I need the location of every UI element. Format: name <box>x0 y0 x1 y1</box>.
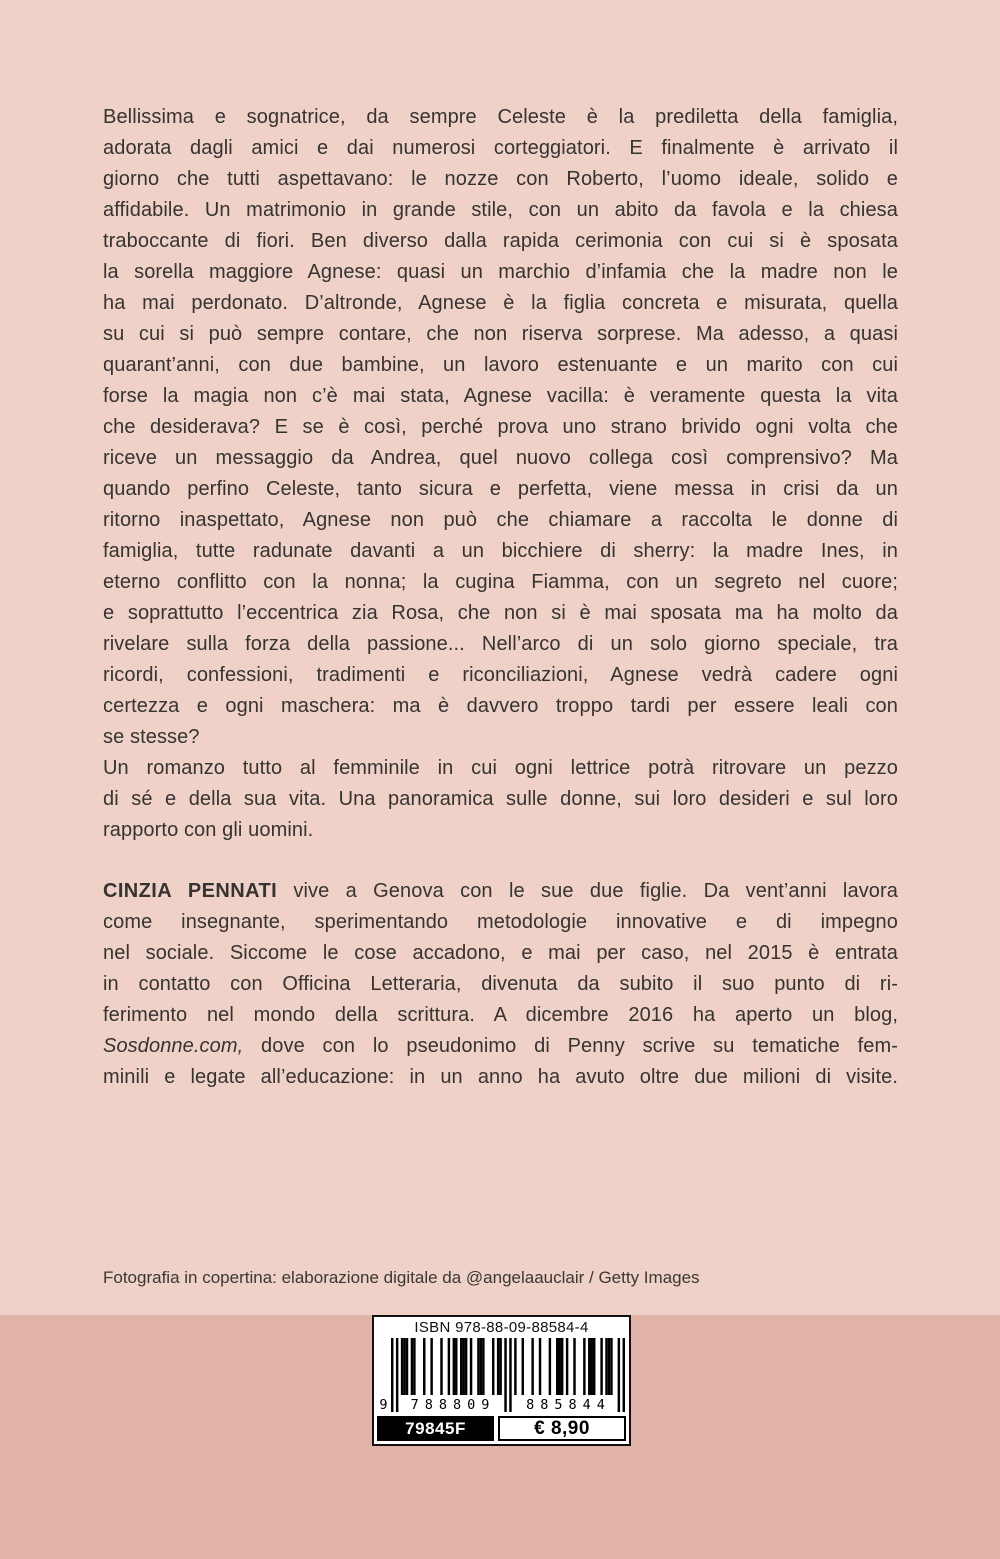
bio-segment: Sosdonne.com, <box>103 1035 244 1057</box>
text-line: la sorella maggiore Agnese: quasi un marchio d’infamia che la madre non le <box>103 261 898 283</box>
bio-segment: ferimento nel mondo della scrittura. A dicembre 2016 ha aperto un blog, <box>103 1004 898 1026</box>
photo-credit: Fotografia in copertina: elaborazione digitale da @angelaauclair / Getty Images <box>103 1268 700 1287</box>
text-line <box>103 876 898 907</box>
text-line: eterno conflitto con la nonna; la cugina Fiamma, con un segreto nel cuore; <box>103 571 898 593</box>
text-line: e soprattutto l’eccentrica zia Rosa, che non si è mai sposata ma ha molto da <box>103 602 898 624</box>
text-line <box>103 1062 898 1093</box>
text-line: se stesse? <box>103 726 200 748</box>
text-line: quarant’anni, con due bambine, un lavoro estenuante e un marito con cui <box>103 354 898 376</box>
text-line: affidabile. Un matrimonio in grande stile, con un abito da favola e la chiesa <box>103 199 898 221</box>
synopsis-text <box>103 102 898 846</box>
text-line: rapporto con gli uomini. <box>103 819 314 841</box>
bio-segment: in contatto con Officina Letteraria, divenuta da subito il suo punto di ri- <box>103 973 898 995</box>
text-line: adorata dagli amici e dai numerosi corteggiatori. E finalmente è arrivato il <box>103 137 898 159</box>
text-line: certezza e ogni maschera: ma è davvero troppo tardi per essere leali con <box>103 695 898 717</box>
bio-segment: come insegnante, sperimentando metodologie innovative e di impegno <box>103 911 898 933</box>
text-line <box>103 1031 898 1062</box>
text-line: forse la magia non c’è mai stata, Agnese vacilla: è veramente questa la vita <box>103 385 898 407</box>
text-line: che desiderava? E se è così, perché prova uno strano brivido ogni volta che <box>103 416 898 438</box>
barcode-digit-lead: 9 <box>379 1397 388 1413</box>
text-line: quando perfino Celeste, tanto sicura e perfetta, viene messa in crisi da un <box>103 478 898 500</box>
price-row <box>377 1416 626 1441</box>
text-line <box>103 1000 898 1031</box>
bio-segment: dove con lo pseudonimo di Penny scrive su tematiche fem- <box>243 1035 898 1057</box>
text-line: traboccante di fiori. Ben diverso dalla rapida cerimonia con cui si è sposata <box>103 230 898 252</box>
text-line: Bellissima e sognatrice, da sempre Celeste è la prediletta della famiglia, <box>103 106 898 128</box>
text-line: Un romanzo tutto al femminile in cui ogni lettrice potrà ritrovare un pezzo <box>103 757 898 779</box>
ean-barcode <box>377 1338 626 1413</box>
isbn-number: ISBN 978-88-09-88584-4 <box>414 1319 589 1336</box>
text-line: di sé e della sua vita. Una panoramica sulle donne, sui loro desideri e sul loro <box>103 788 898 810</box>
author-bio-text <box>103 876 898 1093</box>
text-line: rivelare sulla forza della passione... Nell’arco di un solo giorno speciale, tra <box>103 633 898 655</box>
barcode-label <box>372 1315 631 1446</box>
price-value: € 8,90 <box>498 1416 626 1441</box>
bio-segment: vive a Genova con le sue due figlie. Da vent’anni lavora <box>277 880 898 902</box>
author-name: CINZIA PENNATI <box>103 880 278 902</box>
barcode-digits-left: 788809 <box>410 1397 496 1413</box>
bio-segment: minili e legate all’educazione: in un anno ha avuto oltre due milioni di visite. <box>103 1066 898 1088</box>
text-line: su cui si può sempre contare, che non riserva sorprese. Ma adesso, a quasi <box>103 323 898 345</box>
text-line: riceve un messaggio da Andrea, quel nuovo collega così comprensivo? Ma <box>103 447 898 469</box>
bio-segment: nel sociale. Siccome le cose accadono, e mai per caso, nel 2015 è entrata <box>103 942 898 964</box>
text-line <box>103 969 898 1000</box>
text-line: ha mai perdonato. D’altronde, Agnese è la figlia concreta e misurata, quella <box>103 292 898 314</box>
text-line <box>103 938 898 969</box>
text-line: famiglia, tutte radunate davanti a un bicchiere di sherry: la madre Ines, in <box>103 540 898 562</box>
text-line: ritorno inaspettato, Agnese non può che chiamare a raccolta le donne di <box>103 509 898 531</box>
text-line: ricordi, confessioni, tradimenti e riconciliazioni, Agnese vedrà cadere ogni <box>103 664 898 686</box>
text-line: giorno che tutti aspettavano: le nozze con Roberto, l’uomo ideale, solido e <box>103 168 898 190</box>
publisher-code: 79845F <box>377 1416 494 1441</box>
barcode-digits-right: 885844 <box>526 1397 611 1413</box>
text-line <box>103 907 898 938</box>
